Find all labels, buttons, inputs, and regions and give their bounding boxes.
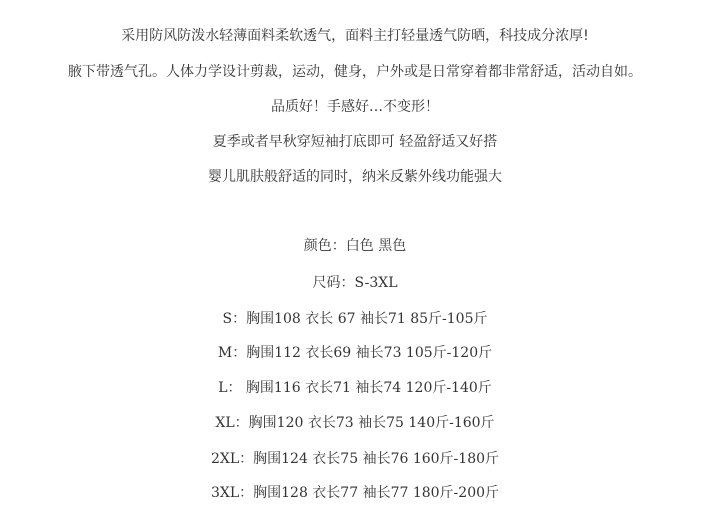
description-line-fabric: 采用防风防泼水轻薄面料柔软透气，面料主打轻量透气防晒，科技成分浓厚! [121, 28, 589, 44]
size-row-l: L： 胸围116 衣长71 袖长74 120斤-140斤 [218, 380, 492, 396]
description-line-uv: 婴儿肌肤般舒适的同时，纳米反紫外线功能强大 [208, 169, 502, 185]
description-line-quality: 品质好！手感好…不变形！ [271, 99, 439, 115]
description-line-season: 夏季或者早秋穿短袖打底即可 轻盈舒适又好搭 [212, 134, 498, 150]
size-row-xl: XL：胸围120 衣长73 袖长75 140斤-160斤 [215, 415, 495, 431]
size-row-s: S：胸围108 衣长 67 袖长71 85斤-105斤 [222, 311, 488, 327]
size-row-2xl: 2XL：胸围124 衣长75 袖长76 160斤-180斤 [210, 451, 500, 467]
size-range: 尺码：S-3XL [312, 275, 398, 291]
description-line-design: 腋下带透气孔。人体力学设计剪裁，运动，健身，户外或是日常穿着都非常舒适，活动自如。 [68, 64, 642, 80]
size-row-m: M：胸围112 衣长69 袖长73 105斤-120斤 [217, 345, 493, 361]
size-row-3xl: 3XL：胸围128 衣长77 袖长77 180斤-200斤 [210, 485, 500, 501]
color-options: 颜色：白色 黑色 [303, 238, 407, 254]
